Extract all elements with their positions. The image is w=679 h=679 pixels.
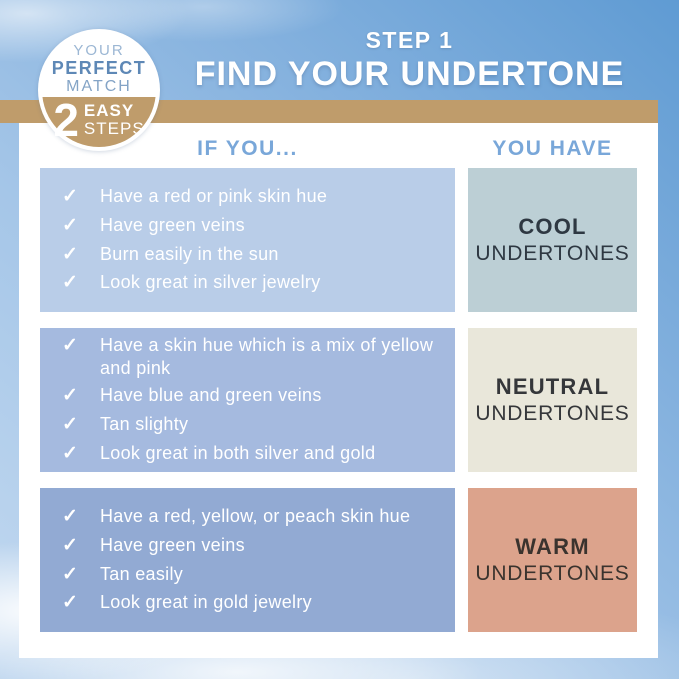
criteria-box-cool <box>40 168 455 312</box>
list-item <box>60 589 447 618</box>
badge-line-perfect: PERFECT <box>51 58 147 78</box>
list-item <box>60 439 447 468</box>
content-card <box>19 123 658 658</box>
result-name: COOL <box>518 214 587 240</box>
result-qualifier: UNDERTONES <box>475 561 630 585</box>
badge-step-number: 2 <box>53 94 79 146</box>
row-neutral <box>40 328 637 472</box>
criteria-text: Look great in both silver and gold <box>100 442 376 463</box>
list-item <box>60 531 447 560</box>
criteria-box-neutral <box>40 328 455 472</box>
check-icon: ✓ <box>62 335 78 357</box>
criteria-text: Have green veins <box>100 534 245 555</box>
criteria-text: Look great in silver jewelry <box>100 272 321 293</box>
list-item <box>60 560 447 589</box>
check-icon: ✓ <box>62 272 78 294</box>
criteria-text: Tan easily <box>100 563 184 584</box>
list-item <box>60 382 447 411</box>
criteria-text: Have a red or pink skin hue <box>100 186 328 206</box>
list-item <box>60 240 447 269</box>
criteria-text: Look great in gold jewelry <box>100 592 312 613</box>
row-warm <box>40 488 637 632</box>
list-item <box>60 411 447 440</box>
title-block <box>165 27 654 94</box>
result-box-neutral <box>468 328 637 472</box>
result-box-cool <box>468 168 637 312</box>
list-item <box>60 269 447 298</box>
check-icon: ✓ <box>62 442 78 464</box>
badge-word-steps: STEPS <box>83 119 145 139</box>
check-icon: ✓ <box>62 563 78 585</box>
check-icon: ✓ <box>62 506 78 527</box>
check-icon: ✓ <box>62 534 78 556</box>
check-icon: ✓ <box>62 214 78 236</box>
column-header-if-you: IF YOU... <box>197 136 298 160</box>
column-header-you-have: YOU HAVE <box>492 136 613 160</box>
check-icon: ✓ <box>62 385 78 407</box>
result-box-warm <box>468 488 637 632</box>
list-item <box>60 332 447 382</box>
criteria-text: Have a red, yellow, or peach skin hue <box>100 506 411 526</box>
badge-line-match: MATCH <box>66 78 132 95</box>
criteria-text: Burn easily in the sun <box>100 243 279 264</box>
badge-steps-words <box>84 102 145 138</box>
list-item <box>60 211 447 240</box>
check-icon: ✓ <box>62 243 78 265</box>
result-name: NEUTRAL <box>495 374 610 400</box>
result-qualifier: UNDERTONES <box>475 401 630 425</box>
page-title: FIND YOUR UNDERTONE <box>194 55 625 93</box>
check-icon: ✓ <box>62 414 78 436</box>
criteria-text: Tan slighty <box>100 414 189 435</box>
criteria-text: Have a skin hue which is a mix of yellow and pink <box>100 335 434 378</box>
criteria-text: Have green veins <box>100 214 245 235</box>
result-qualifier: UNDERTONES <box>475 241 630 265</box>
badge-steps-group <box>38 94 160 146</box>
step-label: STEP 1 <box>365 27 454 53</box>
result-name: WARM <box>515 534 590 560</box>
list-item <box>60 183 447 212</box>
badge-word-easy: EASY <box>83 101 135 121</box>
badge-line-your: YOUR <box>73 42 125 59</box>
check-icon: ✓ <box>62 592 78 614</box>
criteria-box-warm <box>40 488 455 632</box>
list-item <box>60 503 447 532</box>
row-cool <box>40 168 637 312</box>
criteria-text: Have blue and green veins <box>100 385 322 406</box>
perfect-match-badge <box>38 29 160 151</box>
check-icon: ✓ <box>62 186 78 207</box>
